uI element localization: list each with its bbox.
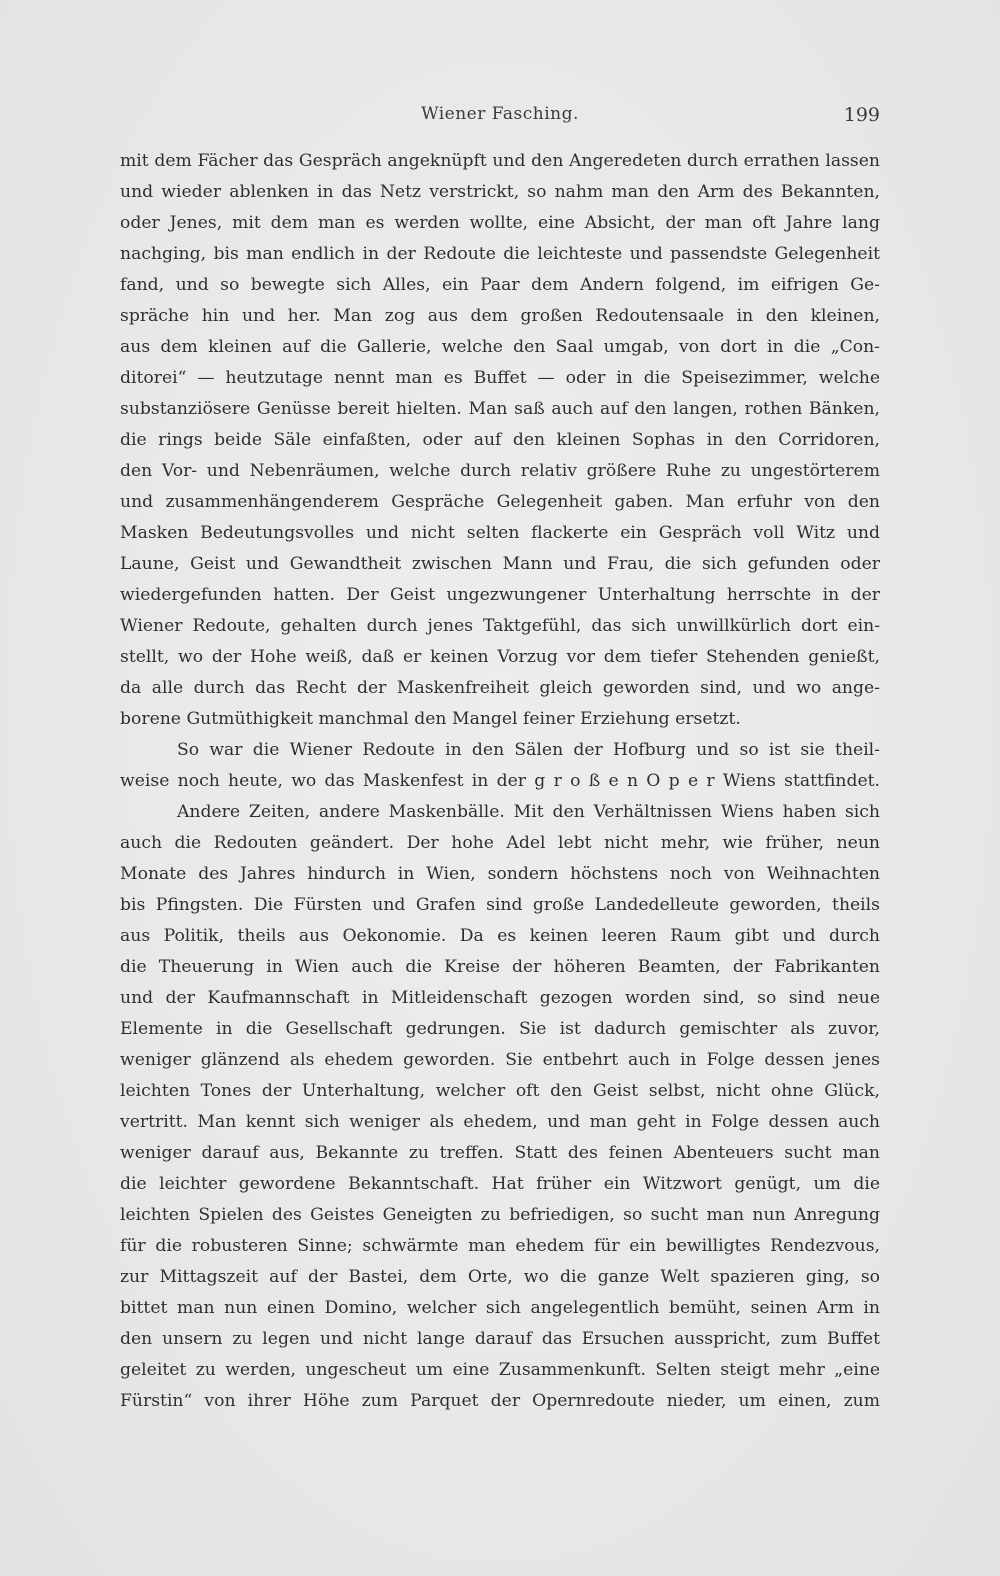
- text-line: oder Jenes, mit dem man es werden wollte, eine Absicht, der man oft Jahre lang: [120, 213, 880, 233]
- text-line: geleitet zu werden, ungescheut um eine Zusammenkunft. Selten steigt mehr „eine: [120, 1360, 880, 1380]
- text-line: weniger glänzend als ehedem geworden. Sie entbehrt auch in Folge dessen jenes: [120, 1050, 880, 1070]
- text-line: weise noch heute, wo das Maskenfest in der g r o ß e n O p e r Wiens stattfindet.: [120, 771, 880, 791]
- text-line: vertritt. Man kennt sich weniger als ehedem, und man geht in Folge dessen auch: [120, 1112, 880, 1132]
- text-line: Monate des Jahres hindurch in Wien, sondern höchstens noch von Weihnachten: [120, 864, 880, 884]
- paragraph-start-line: So war die Wiener Redoute in den Sälen der Hofburg und so ist sie theil-: [177, 740, 880, 760]
- text-line: die rings beide Säle einfaßten, oder auf den kleinen Sophas in den Corridoren,: [120, 430, 880, 450]
- text-line: leichten Spielen des Geistes Geneigten zu befriedigen, so sucht man nun Anregung: [120, 1205, 880, 1225]
- text-line: den Vor- und Nebenräumen, welche durch relativ größere Ruhe zu ungestörterem: [120, 461, 880, 481]
- text-line: bittet man nun einen Domino, welcher sich angelegentlich bemüht, seinen Arm in: [120, 1298, 880, 1318]
- text-line: substanziösere Genüsse bereit hielten. Man saß auch auf den langen, rothen Bänken,: [120, 399, 880, 419]
- text-line: mit dem Fächer das Gespräch angeknüpft und den Angeredeten durch errathen lassen: [120, 151, 880, 171]
- text-line: stellt, wo der Hohe weiß, daß er keinen Vorzug vor dem tiefer Stehenden genießt,: [120, 647, 880, 667]
- text-line: und zusammenhängenderem Gespräche Gelegenheit gaben. Man erfuhr von den: [120, 492, 880, 512]
- paragraph-start-line: Andere Zeiten, andere Maskenbälle. Mit den Verhältnissen Wiens haben sich: [177, 802, 880, 822]
- text-line: Fürstin“ von ihrer Höhe zum Parquet der Opernredoute nieder, um einen, zum: [120, 1391, 880, 1411]
- text-line: aus dem kleinen auf die Gallerie, welche den Saal umgab, von dort in die „Con-: [120, 337, 880, 357]
- text-line: Wiener Redoute, gehalten durch jenes Taktgefühl, das sich unwillkürlich dort ein-: [120, 616, 880, 636]
- text-line: spräche hin und her. Man zog aus dem großen Redoutensaale in den kleinen,: [120, 306, 880, 326]
- text-line: den unsern zu legen und nicht lange darauf das Ersuchen ausspricht, zum Buffet: [120, 1329, 880, 1349]
- text-line: wiedergefunden hatten. Der Geist ungezwungener Unterhaltung herrschte in der: [120, 585, 880, 605]
- body-text: [120, 146, 880, 1417]
- text-line: Elemente in die Gesellschaft gedrungen. Sie ist dadurch gemischter als zuvor,: [120, 1019, 880, 1039]
- text-line: nachging, bis man endlich in der Redoute die leichteste und passendste Gelegenheit: [120, 244, 880, 264]
- text-line: borene Gutmüthigkeit manchmal den Mangel feiner Erziehung ersetzt.: [120, 709, 741, 729]
- text-line: zur Mittagszeit auf der Bastei, dem Orte, wo die ganze Welt spazieren ging, so: [120, 1267, 880, 1287]
- text-line: da alle durch das Recht der Maskenfreiheit gleich geworden sind, und wo ange-: [120, 678, 880, 698]
- text-line: für die robusteren Sinne; schwärmte man ehedem für ein bewilligtes Rendezvous,: [120, 1236, 880, 1256]
- text-line: leichten Tones der Unterhaltung, welcher oft den Geist selbst, nicht ohne Glück,: [120, 1081, 880, 1101]
- text-line: die leichter gewordene Bekanntschaft. Hat früher ein Witzwort genügt, um die: [120, 1174, 880, 1194]
- text-line: ditorei“ — heutzutage nennt man es Buffet — oder in die Speisezimmer, welche: [120, 368, 880, 388]
- page-number: 199: [843, 104, 880, 126]
- text-line: Laune, Geist und Gewandtheit zwischen Mann und Frau, die sich gefunden oder: [120, 554, 880, 574]
- text-line: fand, und so bewegte sich Alles, ein Paar dem Andern folgend, im eifrigen Ge-: [120, 275, 880, 295]
- text-line: Masken Bedeutungsvolles und nicht selten flackerte ein Gespräch voll Witz und: [120, 523, 880, 543]
- text-line: weniger darauf aus, Bekannte zu treffen. Statt des feinen Abenteuers sucht man: [120, 1143, 880, 1163]
- text-line: aus Politik, theils aus Oekonomie. Da es keinen leeren Raum gibt und durch: [120, 926, 880, 946]
- text-line: und wieder ablenken in das Netz verstrickt, so nahm man den Arm des Bekannten,: [120, 182, 880, 202]
- text-line: und der Kaufmannschaft in Mitleidenschaft gezogen worden sind, so sind neue: [120, 988, 880, 1008]
- text-line: bis Pfingsten. Die Fürsten und Grafen sind große Landedelleute geworden, theils: [120, 895, 880, 915]
- text-line: auch die Redouten geändert. Der hohe Adel lebt nicht mehr, wie früher, neun: [120, 833, 880, 853]
- running-head: [0, 104, 1000, 134]
- text-line: die Theuerung in Wien auch die Kreise der höheren Beamten, der Fabrikanten: [120, 957, 880, 977]
- running-title: Wiener Fasching.: [421, 104, 579, 124]
